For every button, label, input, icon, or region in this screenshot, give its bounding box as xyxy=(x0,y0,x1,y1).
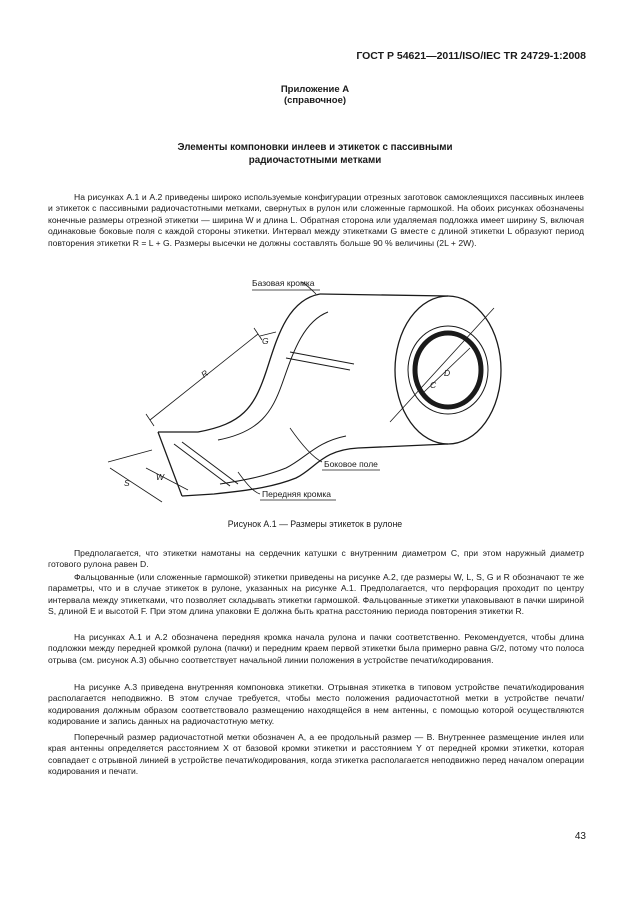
paragraph-2: Предполагается, что этикетки намотаны на сердечник катушки с внутренним диаметром C, при этом наружный диаметр готового рулона равен D. xyxy=(48,548,584,570)
section-title-line-1: Элементы компоновки инлеев и этикеток с пассивными xyxy=(177,142,453,153)
label-base-edge: Базовая кромка xyxy=(252,278,315,288)
appendix-subtitle: (справочное) xyxy=(283,95,347,106)
first-label-front-edge xyxy=(174,444,230,486)
section-title-line-2: радиочастотными метками xyxy=(248,155,382,166)
first-label-front-edge-2 xyxy=(182,442,238,484)
label-roll-drawing xyxy=(90,272,510,512)
paragraph-5: На рисунке А.3 приведена внутренняя компоновка этикетки. Отрывная этикетка в типовом устройстве печати/кодирования располагается неподвижно. В этом случае требуется, чтобы место положения радиочастотной метки в устройстве печати/кодирования должным образом соответствовало размещению находящейся в нем антенны, с помощью которой осуществляются кодирование и запись данных на радиочастотную метку. xyxy=(48,682,584,727)
dimension-w-line xyxy=(146,468,188,490)
strip-front-edge xyxy=(158,432,182,496)
label-c: C xyxy=(430,380,437,390)
label-r: R xyxy=(199,367,211,380)
dimension-r-tick-1 xyxy=(146,414,154,426)
page-number: 43 xyxy=(574,831,586,842)
label-gap-line-2 xyxy=(290,352,354,364)
label-gap-line-1 xyxy=(286,358,350,370)
strip-upper-edge xyxy=(158,294,320,432)
label-d: D xyxy=(444,368,451,378)
paragraph-1: На рисунках А.1 и А.2 приведены широко используемые конфигурации отрезных заготовок самоклеящихся пассивных инлеев и этикеток с пассивными радиочастотными метками, свернутых в рулон или сложенные гармошкой. На обоих рисунках обозначены конечные размеры отрезной этикетки — ширина W и длина L. Обратная сторона или удаляемая подложка имеет ширину S, включая одинаковые боковые поля с каждой стороны этикетки. Интервал между этикетками G вместе с длиной этикетки L образуют период повторения этикетки R = L + G. Размеры высечки не должны составлять больше 90 % величины (2L + 2W). xyxy=(48,192,584,248)
appendix-heading xyxy=(0,84,630,106)
label-g: G xyxy=(262,336,269,346)
section-title xyxy=(0,141,630,167)
dimension-r-tick-2 xyxy=(254,328,262,340)
base-margin-leader xyxy=(290,428,322,462)
dimension-s-line xyxy=(110,468,162,502)
paragraph-4: На рисунках А.1 и А.2 обозначена передняя кромка начала рулона и пачки соответственно. Рекомендуется, чтобы длина подложки между передней кромкой рулона (пачки) и передним краем первой этикетки была примерно равна G/2, потому что полоса отрыва (см. рисунок А.3) обычно соответствует начальной линии положения в устройстве печати/кодирования. xyxy=(48,632,584,665)
appendix-title: Приложение А xyxy=(280,84,350,95)
label-front-edge: Передняя кромка xyxy=(262,489,331,499)
document-header: ГОСТ Р 54621—2011/ISO/IEC TR 24729-1:2008 xyxy=(356,50,586,62)
label-s: S xyxy=(124,478,130,488)
dimension-s-ext-top xyxy=(108,450,152,462)
figure-label-roll xyxy=(90,272,510,512)
label-inner-edge-top xyxy=(218,312,328,440)
label-base-margin: Боковое поле xyxy=(324,459,378,469)
paragraph-6: Поперечный размер радиочастотной метки обозначен А, а ее продольный размер — В. Внутреннее размещение инлея или края антенны определяется расстоянием X от базовой кромки этикетки и расстоянием Y от передней кромки этикетки, которая совпадает с отрывной линией в устройстве печати/кодирования, когда этикетка располагается неподвижно перед началом операции кодирования и печати. xyxy=(48,732,584,777)
roll-top-edge xyxy=(320,294,448,296)
roll-bottom-edge xyxy=(358,444,448,448)
label-w: W xyxy=(156,472,165,482)
figure-caption: Рисунок А.1 — Размеры этикеток в рулоне xyxy=(227,519,403,529)
paragraph-3: Фальцованные (или сложенные гармошкой) этикетки приведены на рисунке А.2, где размеры W, L, S, G и R обозначают те же параметры, что и в случае этикеток в рулоне, указанных на рисунке А.1. Предполагается, что перфорация проходит по центру интервала между этикетками, что позволяет складывать этикетки гармошкой. Фальцованные этикетки упаковывают в пачки шириной S, длиной E и высотой F. При этом длина упаковки E должна быть кратна расстоянию периода повторения этикетки R. xyxy=(48,572,584,617)
